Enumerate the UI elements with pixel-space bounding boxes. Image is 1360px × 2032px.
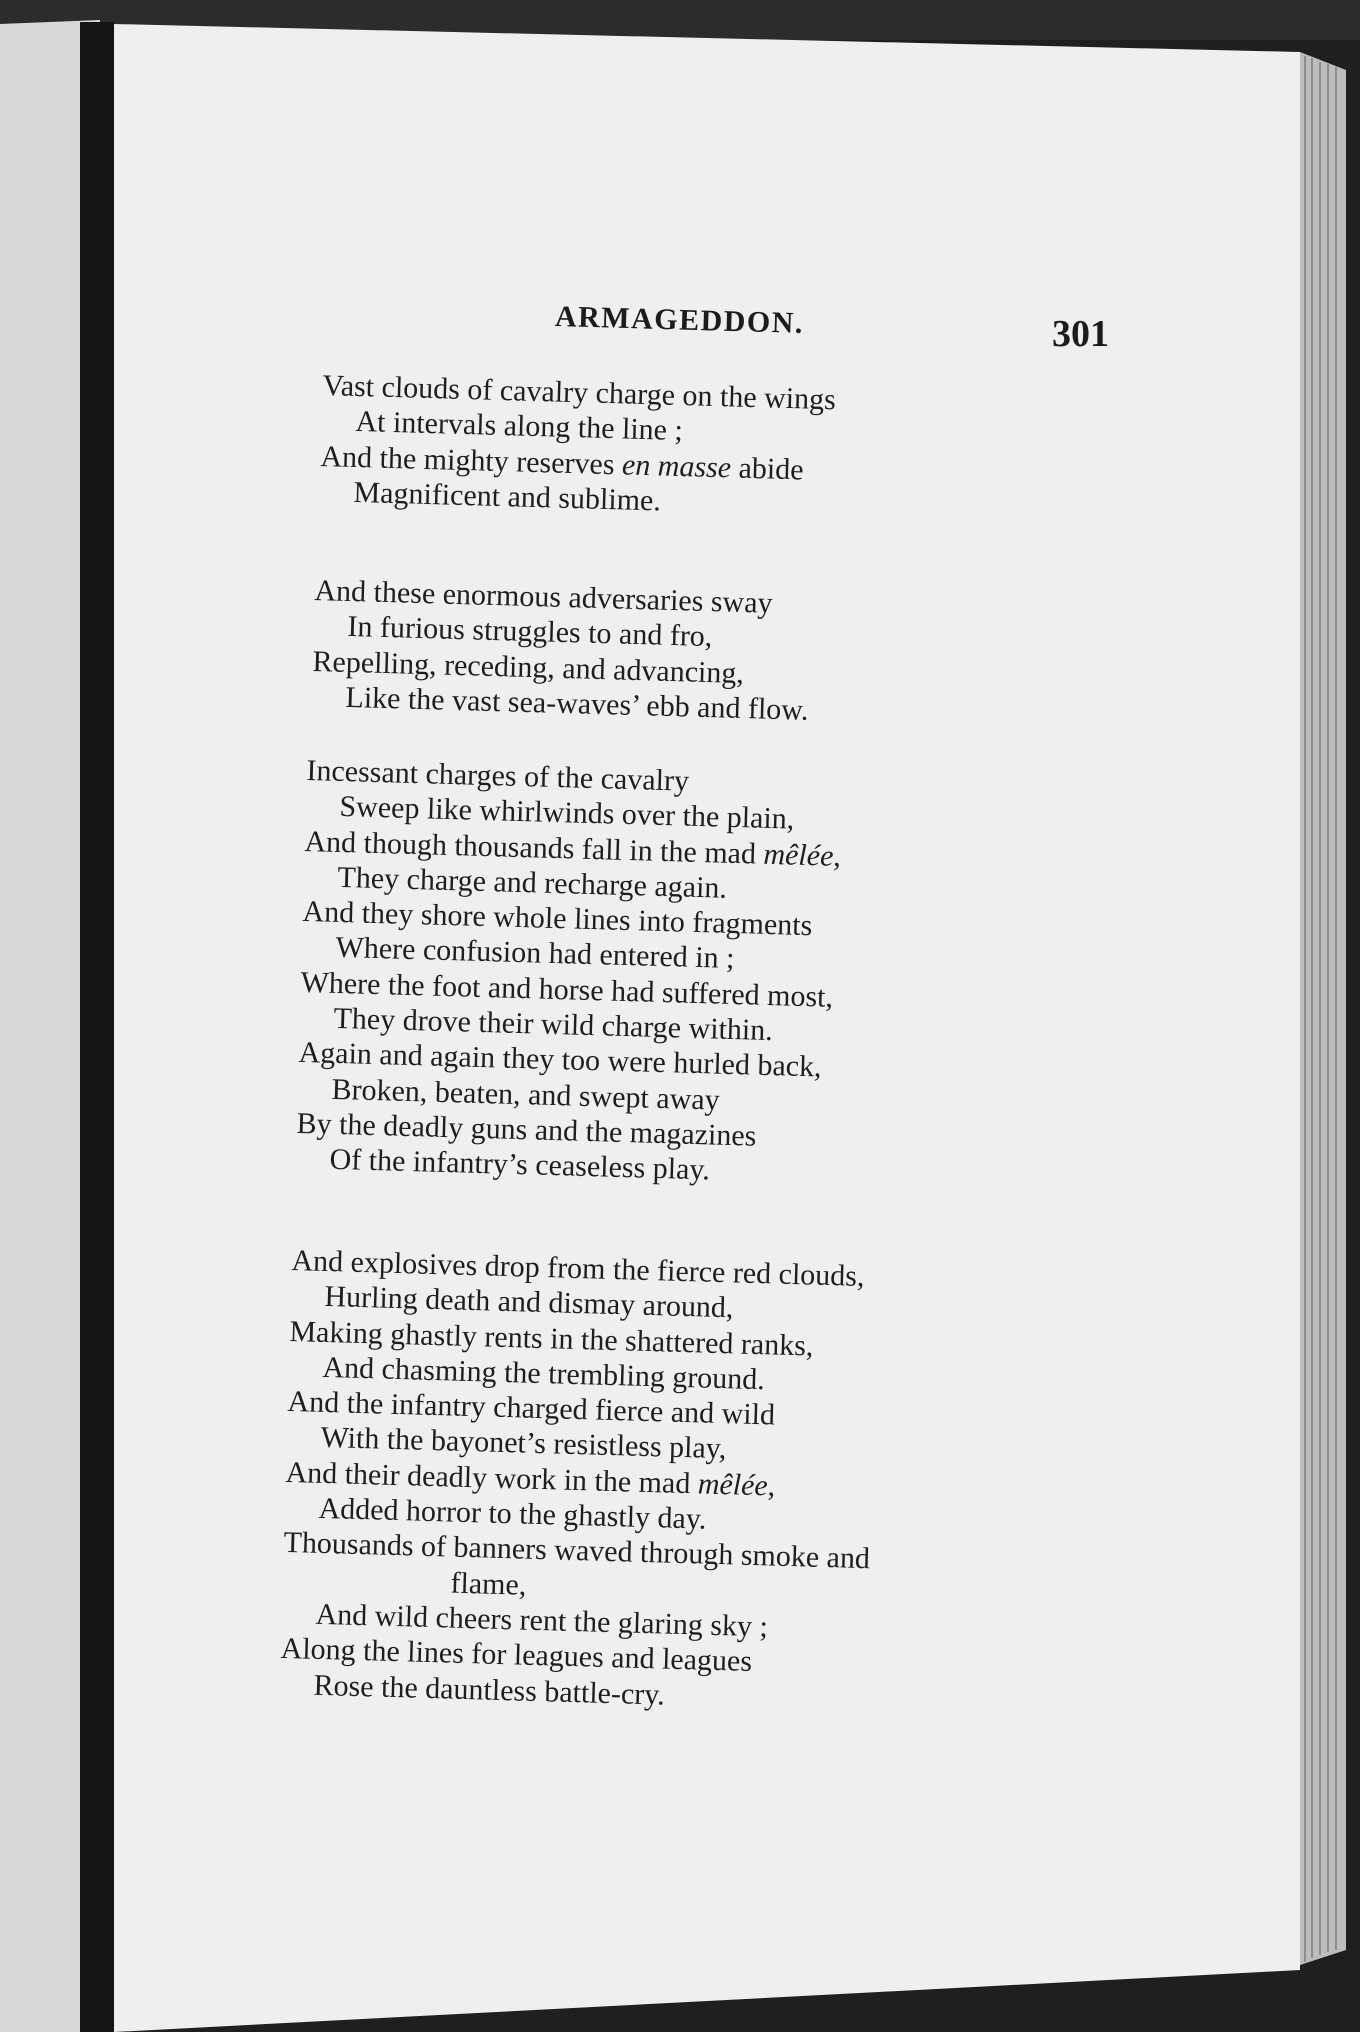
poem-line: Magnificent and sublime. bbox=[353, 475, 662, 518]
poem-line: And chasming the trembling ground. bbox=[322, 1350, 766, 1397]
poem-line: Sweep like whirlwinds over the plain, bbox=[339, 790, 795, 836]
line-text: And the mighty reserves bbox=[320, 439, 623, 481]
stanza-3 bbox=[295, 753, 843, 1191]
poem-line: And these enormous adversaries sway bbox=[314, 573, 773, 620]
italic-phrase: mêlée bbox=[697, 1467, 769, 1503]
poem-line: Making ghastly rents in the shattered ranks, bbox=[289, 1314, 814, 1363]
line-text: And their deadly work in the mad bbox=[285, 1455, 699, 1501]
poem-line: And they shore whole lines into fragments bbox=[302, 895, 813, 943]
poem-line: Vast clouds of cavalry charge on the wings bbox=[322, 368, 837, 417]
poem-line: And explosives drop from the fierce red clouds, bbox=[291, 1243, 865, 1293]
line-text: , bbox=[767, 1469, 776, 1503]
poem-line: Thousands of banners waved through smoke and bbox=[283, 1526, 871, 1576]
poem-line: Of the infantry’s ceaseless play. bbox=[329, 1143, 711, 1187]
running-head: ARMAGEDDON. bbox=[554, 300, 805, 340]
poem-line: At intervals along the line ; bbox=[355, 405, 684, 448]
poem-line: And the infantry charged fierce and wild bbox=[287, 1385, 776, 1432]
poem-line: And wild cheers rent the glaring sky ; bbox=[315, 1597, 769, 1644]
italic-phrase: mêlée bbox=[763, 837, 834, 873]
italic-phrase: en masse bbox=[621, 447, 732, 485]
poem-line: flame, bbox=[450, 1566, 527, 1602]
poem-line: By the deadly guns and the magazines bbox=[296, 1106, 757, 1153]
poem-line: In furious struggles to and fro, bbox=[347, 610, 713, 654]
page-number: 301 bbox=[1052, 313, 1109, 355]
poem-line: Where the foot and horse had suffered most, bbox=[300, 965, 834, 1014]
poem-line: They charge and recharge again. bbox=[337, 860, 728, 905]
poem-line: Broken, beaten, and swept away bbox=[331, 1072, 721, 1117]
poem-line: They drove their wild charge within. bbox=[333, 1001, 774, 1048]
stanza-1 bbox=[319, 368, 836, 523]
stanza-2 bbox=[311, 573, 812, 728]
poem-line: Repelling, receding, and advancing, bbox=[312, 644, 745, 690]
line-text: abide bbox=[730, 451, 805, 487]
poem-line: Added horror to the ghastly day. bbox=[318, 1491, 707, 1536]
poem-line: Where confusion had entered in ; bbox=[335, 931, 735, 976]
poem-line: With the bayonet’s resistless play, bbox=[320, 1421, 727, 1466]
stanza-4 bbox=[279, 1243, 878, 1718]
poem-line: Rose the dauntless battle-cry. bbox=[313, 1668, 666, 1712]
line-text: And though thousands fall in the mad bbox=[304, 824, 764, 871]
poem-line: Hurling death and dismay around, bbox=[324, 1280, 734, 1325]
poem-line: Along the lines for leagues and leagues bbox=[280, 1632, 753, 1679]
poem-line: Again and again they too were hurled back, bbox=[298, 1036, 823, 1084]
poem-line: Like the vast sea-waves’ ebb and flow. bbox=[345, 680, 809, 727]
line-text: , bbox=[832, 839, 842, 873]
poem-line: Incessant charges of the cavalry bbox=[306, 753, 690, 798]
